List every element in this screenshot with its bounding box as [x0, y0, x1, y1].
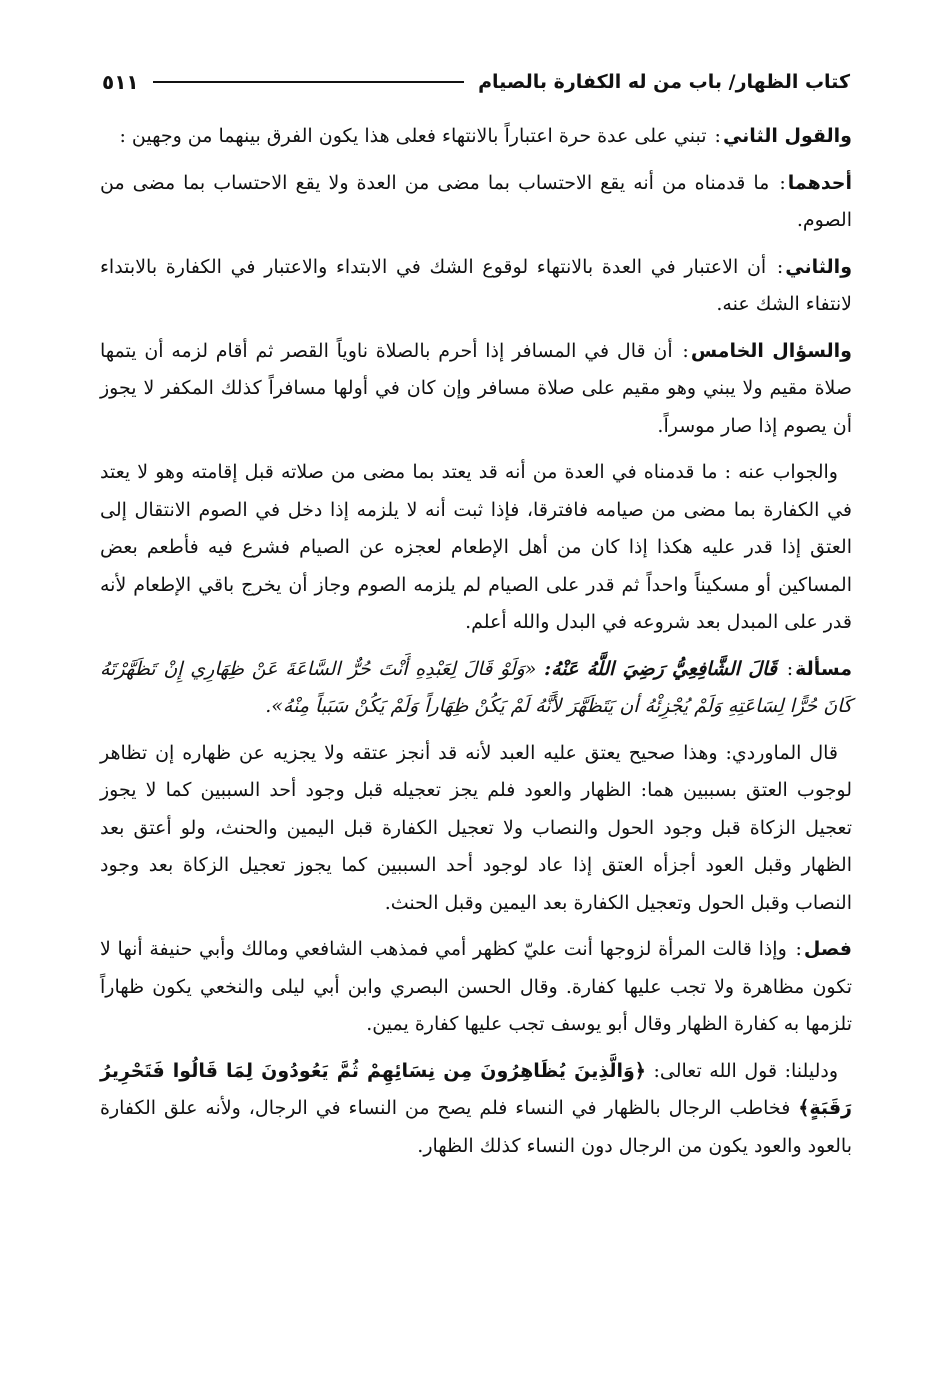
- paragraph-intro: ودليلنا: قول الله تعالى:: [653, 1059, 838, 1082]
- paragraph-fifth-question: [100, 333, 852, 446]
- paragraph-text: فخاطب الرجال بالظهار في النساء فلم يصح من النساء في الرجال، ولأنه علق الكفارة بالعود والعود يكون من الرجال دون النساء كذلك الظهار.: [100, 1097, 852, 1157]
- paragraph-lead: والقول الثاني: [722, 125, 852, 147]
- paragraph-text: ما قدمناه من أنه يقع الاحتساب بما مضى من العدة ولا يقع الاحتساب بما مضى من الصوم.: [100, 171, 852, 231]
- paragraph-lead: والثاني: [785, 255, 853, 278]
- lead-separator: :: [714, 125, 721, 147]
- quran-verse: ﴿وَالَّذِينَ يُظَاهِرُونَ مِن نِسَائِهِمْ ثُمَّ يَعُودُونَ لِمَا قَالُوا فَتَحْرِيرُ رَقَبَةٍ﴾: [100, 1059, 852, 1119]
- page-body: [100, 118, 852, 1174]
- paragraph-answer: [100, 454, 852, 642]
- paragraph-lead: فصل: [803, 938, 852, 960]
- paragraph-text: تبني على عدة حرة اعتباراً بالانتهاء فعلى هذا يكون الفرق بينهما من وجهين :: [119, 125, 707, 147]
- chapter-title: كتاب الظهار/ باب من له الكفارة بالصيام: [478, 71, 850, 93]
- paragraph-second-opinion: [100, 118, 852, 156]
- header-rule: [153, 81, 464, 83]
- lead-separator: :: [682, 339, 689, 362]
- paragraph-second-difference: [100, 249, 852, 324]
- paragraph-lead: والسؤال الخامس: [690, 339, 852, 362]
- paragraph-text: والجواب عنه : ما قدمناه في العدة من أنه قد يعتد بما مضى من صلاته قبل إقامته وهو لا يعتد في الكفارة بما مضى من صيامه فافترقا، فإذا ثبت أنه لا يلزمه إذا دخل في الصوم الانتقال إلى العتق إذا قدر عليه هكذا إذا كان من أهل الإطعام لعجزه عن الصيام فشرع فيه فأطعم بعض المساكين أو مسكيناً واحداً ثم قدر على الصيام لم يلزمه الصوم وجاز أن يخرج باقي الإطعام لأنه قدر على المبدل بعد شروعه في البدل والله أعلم.: [100, 461, 852, 633]
- quote-intro: قَالَ الشَّافِعِيُّ رَضِيَ اللَّهُ عَنْهُ:: [544, 657, 777, 680]
- running-header: [102, 62, 850, 102]
- paragraph-mawardi: [100, 735, 852, 923]
- paragraph-lead: مسألة: [795, 657, 852, 680]
- paragraph-fasl: [100, 931, 852, 1044]
- lead-separator: :: [795, 938, 802, 960]
- page-number: ٥١١: [102, 70, 139, 94]
- paragraph-text: قال الماوردي: وهذا صحيح يعتق عليه العبد لأنه قد أنجز عتقه ولا يجزيه عن ظهاره إن تظاهر لوجوب العتق بسببين هما: الظهار والعود فلم يجز تعجيله قبل وجود أحد السببين كما لا يجوز تعجيل الزكاة قبل وجود الحول والنصاب ولا تعجيل الكفارة قبل اليمين والحنث، ولو أعتق بعد الظهار وقبل العود أجزأه العتق إذا عاد لوجود أحد السببين كما يجوز تعجيل الزكاة بعد وجود النصاب وقبل الحول وتعجيل الكفارة بعد اليمين وقبل الحنث.: [100, 741, 852, 914]
- lead-separator: :: [776, 255, 784, 278]
- paragraph-masala: [100, 651, 852, 726]
- paragraph-text: أن الاعتبار في العدة بالانتهاء لوقوع الشك في الابتداء والاعتبار في الكفارة بالابتداء لانتفاء الشك عنه.: [100, 255, 852, 315]
- shafii-quote: «وَلَوْ قَالَ لِعَبْدِهِ أَنْتَ حُرٌّ السَّاعَةَ عَنْ ظِهَارِي إِنْ تَظَهَّرْتَهُ كَانَ حُرًّا لِسَاعَتِهِ وَلَمْ يُجْزِئْهُ أن يَتَظَهَّرَ لأَنَّهُ لَمْ يَكُنْ ظِهَاراً وَلَمْ يَكُنْ سَبَباً مِنْهُ».: [100, 657, 852, 717]
- paragraph-text: وإذا قالت المرأة لزوجها أنت عليّ كظهر أمي فمذهب الشافعي ومالك وأبي حنيفة أنها لا تكون مظاهرة ولا تجب عليها كفارة. وقال الحسن البصري وابن أبي ليلى والنخعي يكون ظهاراً تلزمها به كفارة الظهار وقال أبو يوسف تجب عليها كفارة يمين.: [100, 938, 852, 1035]
- paragraph-lead: أحدهما: [787, 171, 853, 194]
- paragraph-first-difference: [100, 165, 852, 240]
- lead-separator: :: [786, 657, 794, 680]
- paragraph-text: أن قال في المسافر إذا أحرم بالصلاة ناوياً القصر ثم أقام لزمه أن يتمها صلاة مقيم ولا يبني وهو مقيم على صلاة مسافر وإن كان في أولها مسافراً كذلك المكفر لا يجوز أن يصوم إذا صار موسراً.: [100, 339, 852, 437]
- lead-separator: :: [779, 171, 786, 194]
- paragraph-evidence: [100, 1053, 852, 1166]
